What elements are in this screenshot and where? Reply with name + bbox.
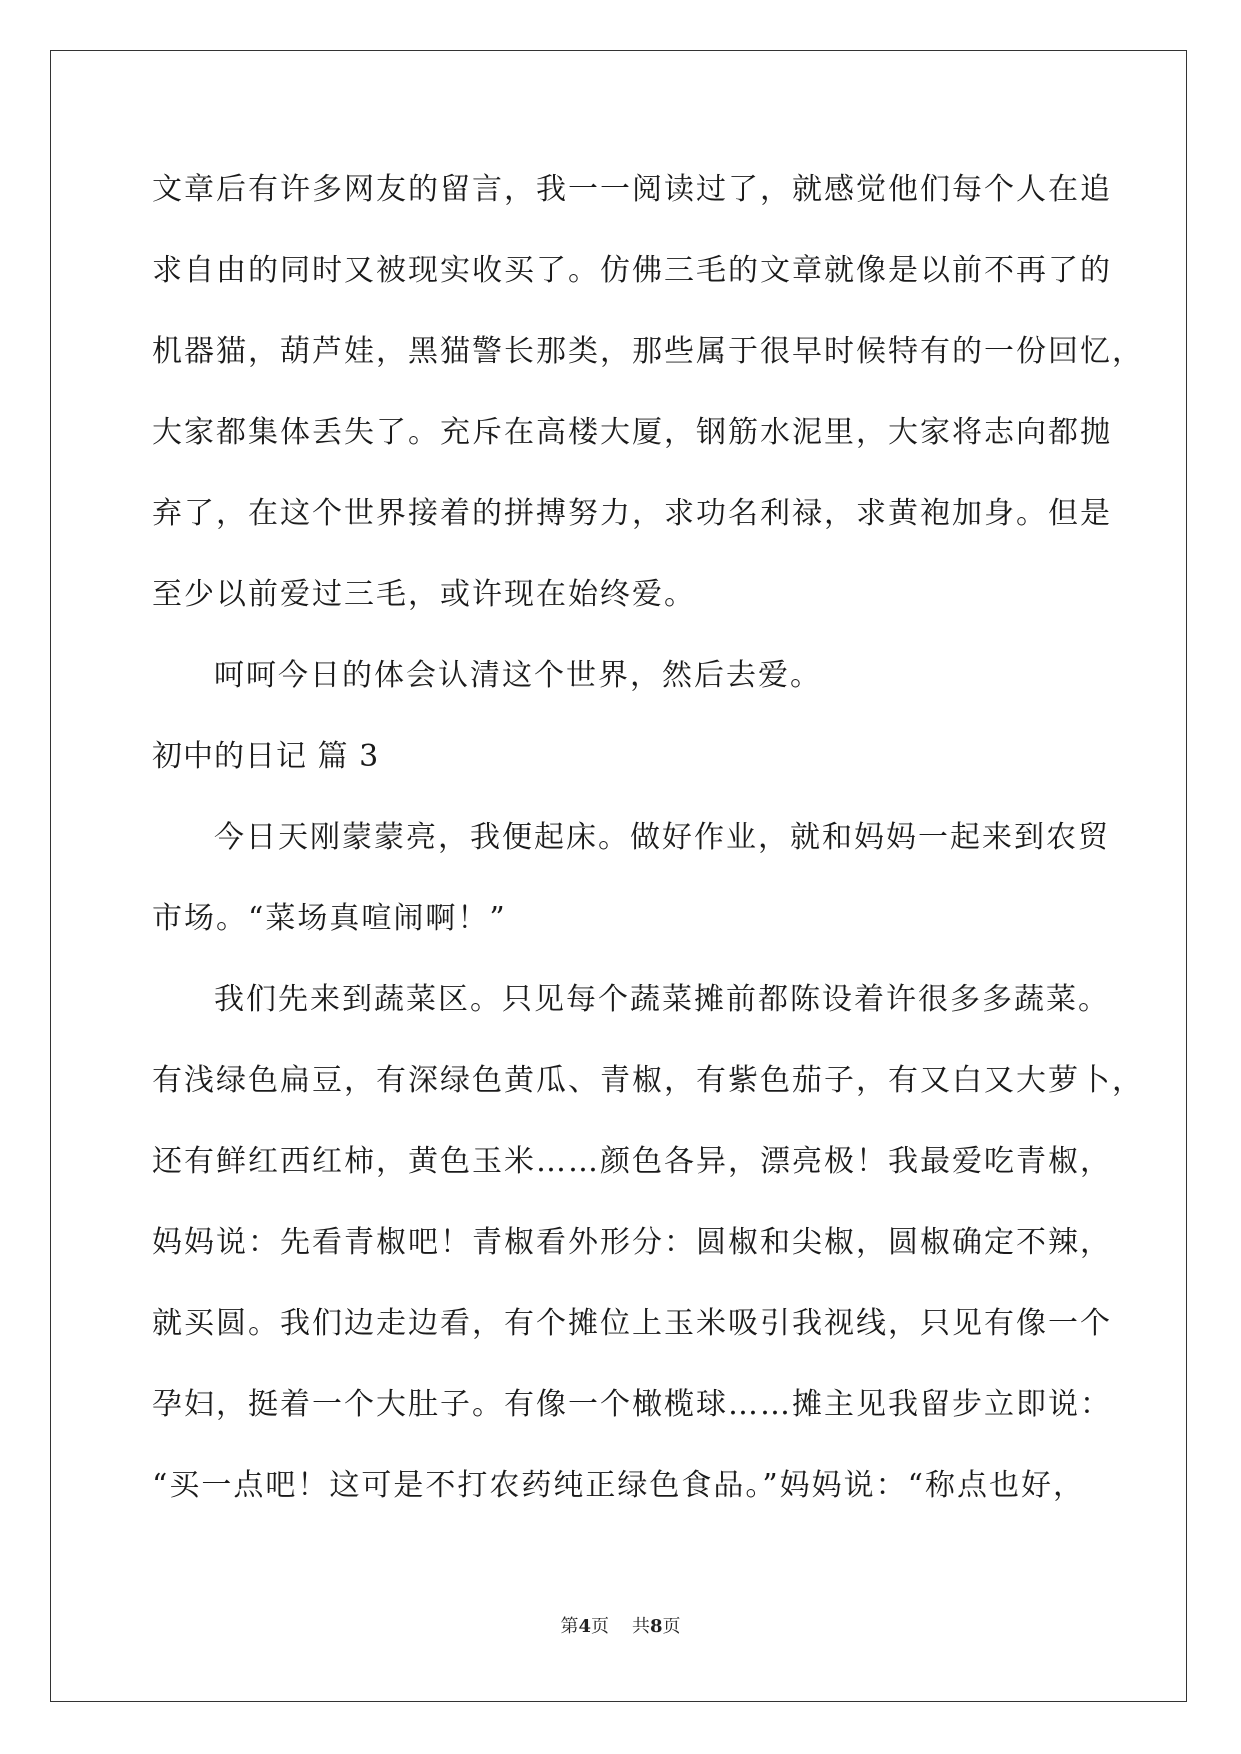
text-line: 就买圆。我们边走边看，有个摊位上玉米吸引我视线，只见有像一个 <box>152 1306 1112 1341</box>
document-body <box>152 160 1144 1537</box>
text-line: 有浅绿色扁豆，有深绿色黄瓜、青椒，有紫色茄子，有又白又大萝卜， <box>152 1063 1144 1098</box>
page-footer <box>0 1612 1241 1638</box>
text-line: 求自由的同时又被现实收买了。仿佛三毛的文章就像是以前不再了的 <box>152 253 1112 288</box>
text-line: 呵呵今日的体会认清这个世界，然后去爱。 <box>214 658 822 693</box>
text-line: 文章后有许多网友的留言，我一一阅读过了，就感觉他们每个人在追 <box>152 172 1112 207</box>
total-suffix: 页 <box>662 1616 681 1637</box>
text-line: 弃了，在这个世界接着的拼搏努力，求功名利禄，求黄袍加身。但是 <box>152 496 1112 531</box>
text-line: 大家都集体丢失了。充斥在高楼大厦，钢筋水泥里，大家将志向都抛 <box>152 415 1112 450</box>
text-line: 孕妇，挺着一个大肚子。有像一个橄榄球……摊主见我留步立即说： <box>152 1387 1112 1422</box>
text-line: “买一点吧！这可是不打农药纯正绿色食品。”妈妈说：“称点也好， <box>152 1468 1086 1503</box>
text-line: 妈妈说：先看青椒吧！青椒看外形分：圆椒和尖椒，圆椒确定不辣， <box>152 1225 1112 1260</box>
page-suffix: 页 <box>591 1616 610 1637</box>
text-line: 至少以前爱过三毛，或许现在始终爱。 <box>152 577 696 612</box>
page-number: 4 <box>578 1616 592 1637</box>
total-prefix: 共 <box>631 1616 650 1637</box>
text-line: 机器猫，葫芦娃，黑猫警长那类，那些属于很早时候特有的一份回忆， <box>152 334 1144 369</box>
total-pages: 8 <box>649 1616 663 1637</box>
page-prefix: 第 <box>560 1616 579 1637</box>
text-line: 今日天刚蒙蒙亮，我便起床。做好作业，就和妈妈一起来到农贸 <box>214 820 1110 855</box>
text-line: 我们先来到蔬菜区。只见每个蔬菜摊前都陈设着许很多多蔬菜。 <box>214 982 1110 1017</box>
section-heading: 初中的日记 篇 3 <box>152 739 380 774</box>
text-line: 市场。“菜场真喧闹啊！” <box>152 901 507 936</box>
text-line: 还有鲜红西红柿，黄色玉米……颜色各异，漂亮极！我最爱吃青椒， <box>152 1144 1112 1179</box>
